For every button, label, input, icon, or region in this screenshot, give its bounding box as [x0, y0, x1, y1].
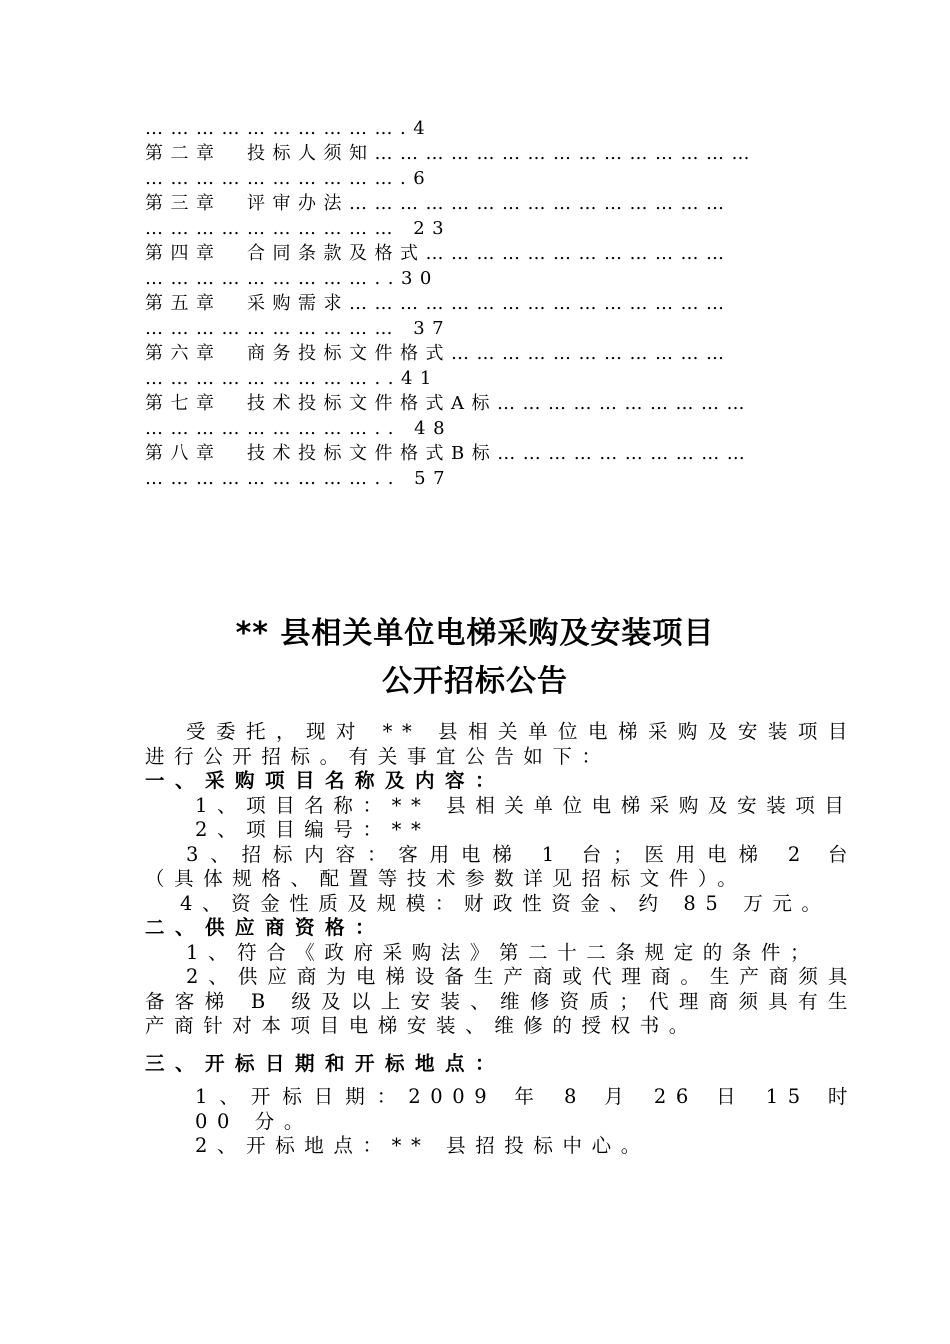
toc-line: ………………………….6: [145, 168, 433, 189]
list-item: 2、供应商为电梯设备生产商或代理商。生产商须具备客梯 B 级及以上安装、维修资质；代理商须具有生产商针对本项目电梯安装、维修的授权书。: [145, 965, 857, 1037]
toc-line: ……………………….. 57: [145, 468, 453, 489]
toc-line: ……………………….. 48: [145, 418, 453, 439]
toc-entry-chapter-3[interactable]: 第三章 评审办法………………………………………: [145, 193, 732, 214]
section-heading-project: 一、采购项目名称及内容：: [145, 769, 506, 792]
list-item: 1、开标日期：2009 年 8 月 26 日 15 时 00 分。: [195, 1085, 857, 1133]
toc-line: ………………………… 37: [145, 318, 452, 339]
list-item: 3、招标内容：客用电梯 1 台；医用电梯 2 台（具体规格、配置等技术参数详见招标文件）。: [145, 842, 857, 890]
list-item: 4、资金性质及规模：财政性资金、约 85 万元。: [180, 891, 831, 915]
document-title: ** 县相关单位电梯采购及安装项目: [235, 616, 715, 651]
toc-entry-chapter-5[interactable]: 第五章 采购需求………………………………………: [145, 293, 732, 314]
toc-entry-chapter-7[interactable]: 第七章 技术投标文件格式A标…………………………: [145, 393, 752, 414]
toc-entry-chapter-6[interactable]: 第六章 商务投标文件格式……………………………: [145, 343, 732, 364]
toc-line: ………………………..41: [145, 368, 439, 389]
intro-paragraph: 受委托，现对 ** 县相关单位电梯采购及安装项目进行公开招标。有关事宜公告如下：: [145, 720, 857, 768]
section-heading-bid-opening: 三、开标日期和开标地点：: [145, 1051, 506, 1075]
toc-entry-chapter-8[interactable]: 第八章 技术投标文件格式B标…………………………: [145, 443, 753, 464]
list-item: 2、开标地点：** 县招投标中心。: [195, 1134, 650, 1157]
toc-entry-chapter-4[interactable]: 第四章 合同条款及格式………………………………: [145, 243, 732, 264]
toc-line: ………………………..30: [145, 268, 439, 289]
table-of-contents: [145, 116, 850, 491]
list-item: 1、项目名称：** 县相关单位电梯采购及安装项目: [195, 793, 854, 817]
toc-line: ………………………….4: [145, 118, 433, 139]
section-heading-qualification: 二、供应商资格：: [145, 916, 386, 939]
toc-line: ………………………… 23: [145, 218, 452, 239]
document-subtitle: 公开招标公告: [382, 664, 568, 699]
list-item: 2、项目编号：**: [195, 818, 431, 841]
toc-entry-chapter-2[interactable]: 第二章 投标人须知………………………………………: [145, 143, 757, 164]
list-item: 1、符合《政府采购法》第二十二条规定的条件；: [186, 940, 820, 964]
notice-body: [145, 720, 857, 1159]
